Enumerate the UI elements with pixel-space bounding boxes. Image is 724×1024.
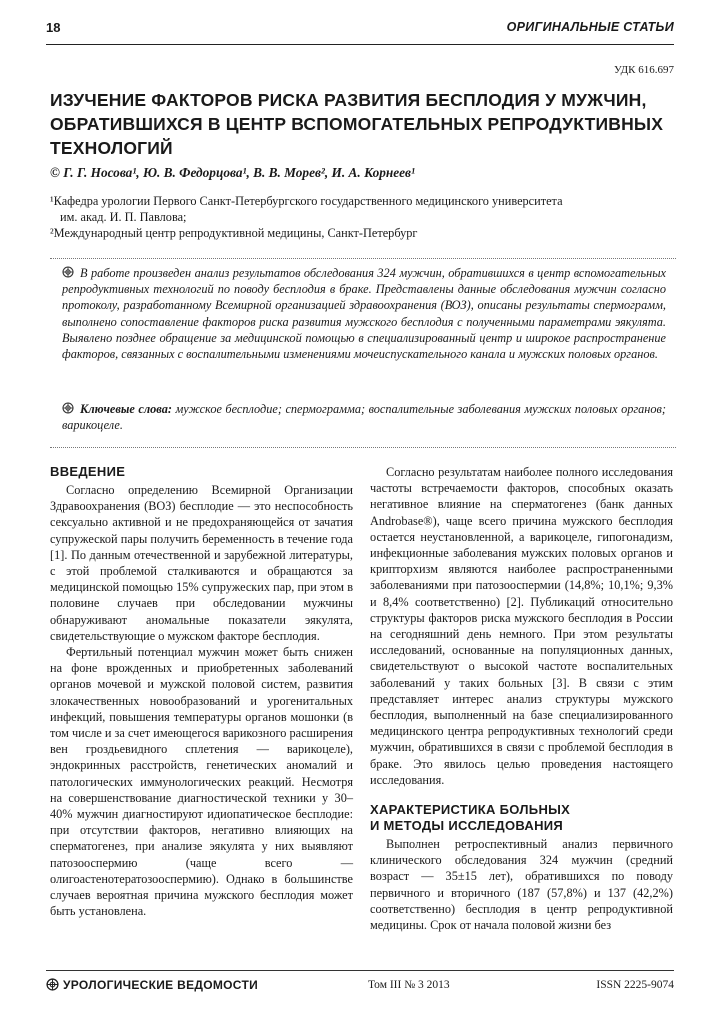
running-header xyxy=(46,20,674,42)
keywords-text: мужское бесплодие; спермограмма; воспалительные заболевания мужских половых органов; варикоцеле. xyxy=(62,402,666,433)
abstract-text: В работе произведен анализ результатов обследования 324 мужчин, обратившихся в центр вспомогательных репродуктивных технологий по поводу бесплодия в браке. Представлены данные обследования мужчин согласно протоколу, разработанному Всемирной организацией здравоохранения (ВОЗ), описаны результаты спермограмм, выполнено сопоставление факторов риска развития мужского бесплодия с полученными параметрами эякулята. Выявлено позднее обращение за медицинской помощью в специализированный центр и широкое распространение факторов, связанных с воспалительными изменениями мочеиспускательного канала и мужских половых органов. xyxy=(62,266,666,362)
header-rule xyxy=(46,44,674,45)
paragraph: Выполнен ретроспективный анализ первичного клинического обследования 324 мужчин (средний возраст — 35±15 лет), обратившихся по поводу первичного и вторичного (187 (57,8%) и 137 (42,2%) соответственно) бесплодия в центр репродуктивной медицины. Срок от начала половой жизни без xyxy=(370,837,673,933)
page-number: 18 xyxy=(46,20,61,35)
journal-name xyxy=(46,978,258,992)
right-column xyxy=(370,464,673,933)
methods-heading-line: ХАРАКТЕРИСТИКА БОЛЬНЫХ xyxy=(370,802,571,818)
journal-title: УРОЛОГИЧЕСКИЕ ВЕДОМОСТИ xyxy=(63,978,259,992)
crosshair-circle-icon xyxy=(62,266,74,278)
paragraph: Фертильный потенциал мужчин может быть снижен на фоне врожденных и приобретенных заболеваний органов мочевой и мужской половой систем, развития злокачественных новообразований и урогенитальных инфекций, повышения температуры органов мошонки (в том числе и за счет имеющегося варикозного расширения вен гроздьевидного сплетения — варикоцеле), эндокринных расстройств, генетических аномалий и патологических иммунологических реакций. Несмотря на совершенствование диагностической техники у 30–40% мужчин диагностируют идиопатическое бесплодие: при отсутствии факторов, негативно влияющих на сперматогенез, при анализе эякулята у них выявляют патозооспермию (чаще всего — олигоастенотератозооспермию). Однако в большинстве случаев вероятная причина мужского бесплодия может быть установлена. xyxy=(50,645,353,919)
intro-heading: ВВЕДЕНИЕ xyxy=(50,464,126,479)
keywords-label: Ключевые слова: xyxy=(80,402,172,416)
page-footer xyxy=(46,978,674,998)
affiliation-1-cont: им. акад. И. П. Павлова; xyxy=(60,210,187,224)
paragraph: Согласно результатам наиболее полного исследования частоты встречаемости факторов, способных оказать негативное влияние на сперматогенез (банк данных Androbase®), чаще всего причина мужского бесплодия остается неустановленной, а варикоцеле, гипогонадизм, инфекционные заболевания мужских половых органов и крипторхизм являются наиболее распространенными заболеваниями при патозооспермии (14,8%; 10,1%; 9,3% и 8,4% соответственно) [2]. Публикаций относительно структуры факторов риска мужского бесплодия в России на сегодняшний день немного. При этом результаты исследований, основанные на популяционных данных, свидетельствуют о высокой частоте воспалительных заболеваний у таких больных [3]. В связи с этим представляет интерес анализ структуры мужского бесплодия, выполненный на базе специализированного медицинского центра репродуктивных технологий среди мужчин, обратившихся в связи с проблемой бесплодия в браке. Это явилось целью проведения настоящего исследования. xyxy=(370,465,673,787)
udk-code: УДК 616.697 xyxy=(613,64,674,76)
crosshair-circle-icon xyxy=(62,402,74,414)
article-title xyxy=(50,88,684,160)
affiliations xyxy=(50,193,684,241)
left-column xyxy=(50,464,353,919)
affiliation-1: ¹Кафедра урологии Первого Санкт-Петербургского государственного медицинского университета xyxy=(50,194,563,208)
paragraph: Согласно определению Всемирной Организации Здравоохранения (ВОЗ) бесплодие — это неспособность сексуально активной и не предохраняющейся от зачатия супружеской пары получить беременность в течение года [1]. По данным отечественной и зарубежной литературы, с этой проблемой сталкиваются и обращаются за медицинской помощью 15% супружеских пар, при этом в половине случаев при обследовании мужчины обнаруживают аномальные показатели эякулята, свидетельствующие о мужском факторе бесплодия. xyxy=(50,483,353,643)
title-line: ИЗУЧЕНИЕ ФАКТОРОВ РИСКА РАЗВИТИЯ БЕСПЛОДИЯ У МУЖЧИН, xyxy=(50,90,647,110)
title-line: ОБРАТИВШИХСЯ В ЦЕНТР ВСПОМОГАТЕЛЬНЫХ РЕПРОДУКТИВНЫХ xyxy=(50,114,664,134)
footer-rule xyxy=(46,970,674,971)
volume-info: Том III № 3 2013 xyxy=(368,979,450,991)
methods-heading xyxy=(370,802,673,834)
authors: © Г. Г. Носова¹, Ю. В. Федорцова¹, В. В. Морев², И. А. Корнеев¹ xyxy=(50,165,415,180)
methods-heading-line: И МЕТОДЫ ИССЛЕДОВАНИЯ xyxy=(370,818,564,834)
issn: ISSN 2225-9074 xyxy=(596,979,674,991)
abstract xyxy=(62,265,666,362)
crosshair-circle-icon xyxy=(46,978,59,991)
section-title: ОРИГИНАЛЬНЫЕ СТАТЬИ xyxy=(506,20,674,34)
title-line: ТЕХНОЛОГИЙ xyxy=(50,138,173,158)
affiliation-2: ²Международный центр репродуктивной медицины, Санкт-Петербург xyxy=(50,226,418,240)
keywords xyxy=(62,401,666,433)
abstract-box xyxy=(50,258,676,448)
